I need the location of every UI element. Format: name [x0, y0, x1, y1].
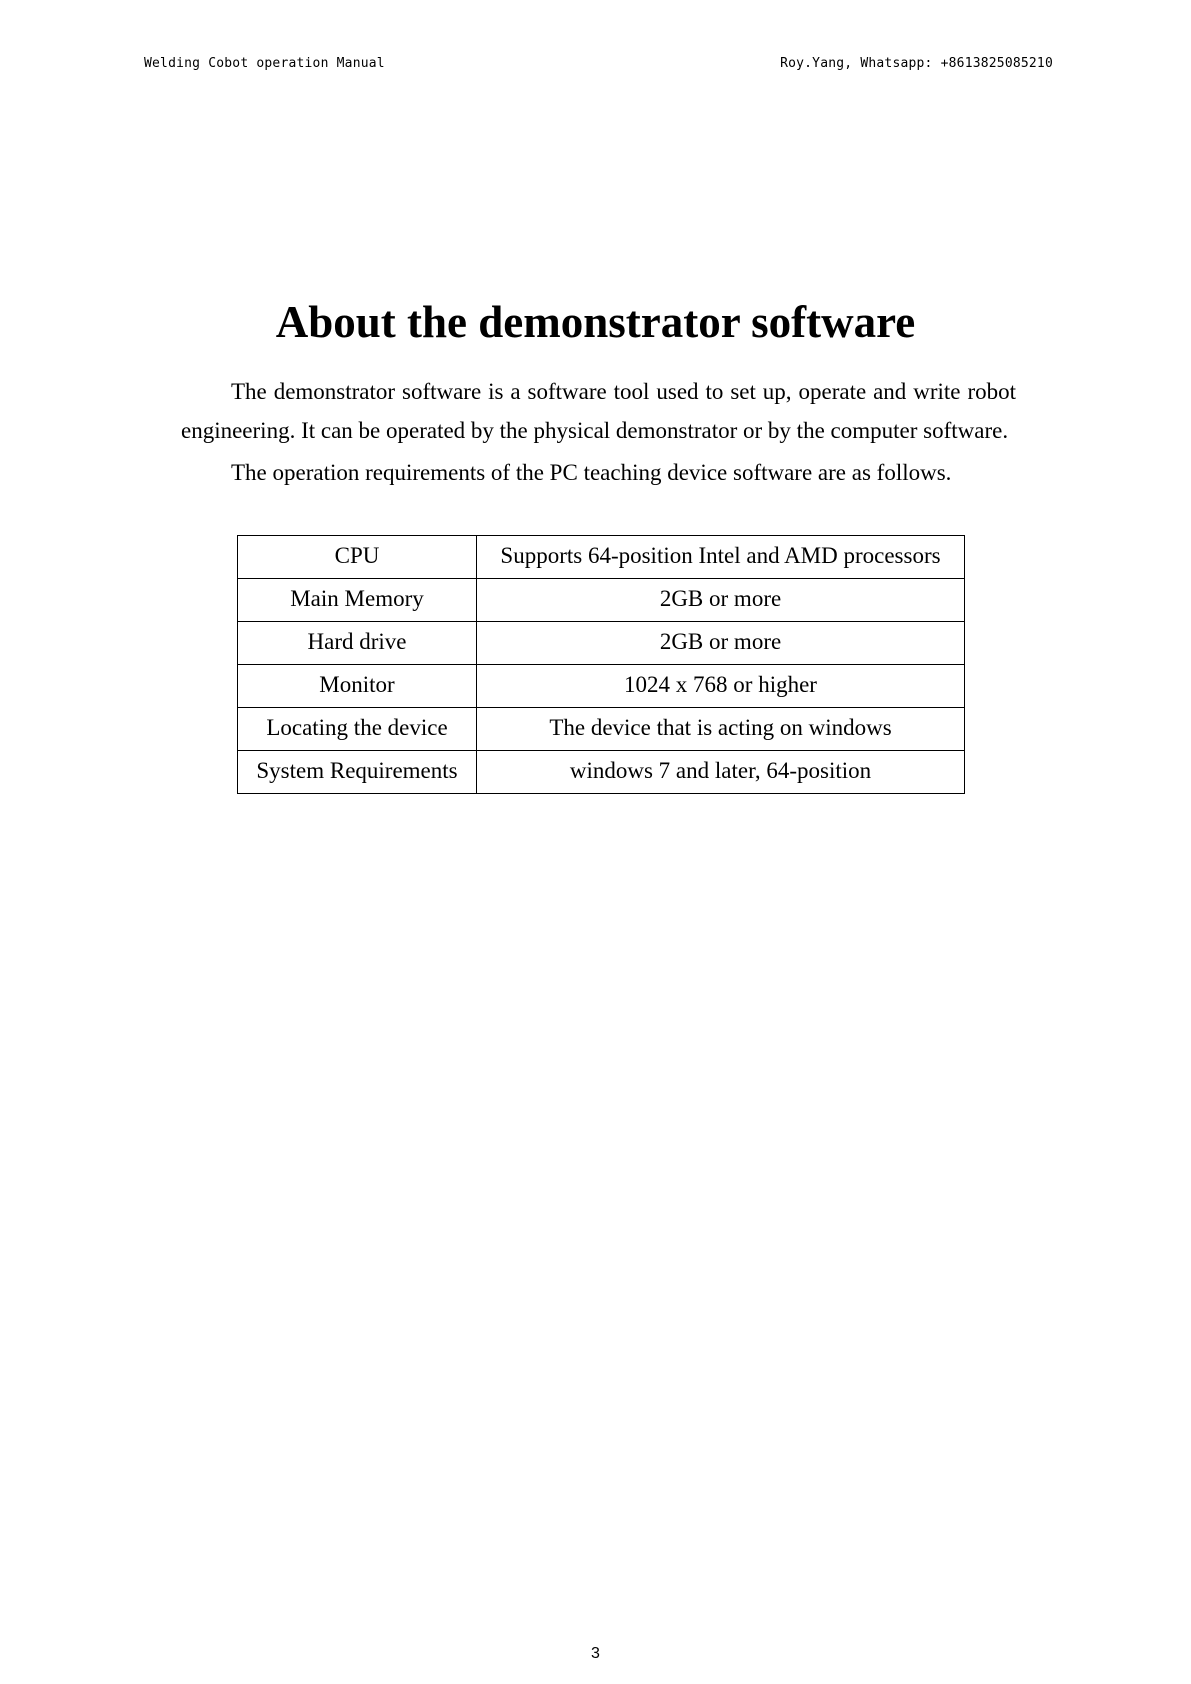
running-header	[144, 56, 1053, 71]
section-title: About the demonstrator software	[275, 297, 916, 347]
table-cell-label: Monitor	[238, 665, 477, 708]
table-cell-label: Hard drive	[238, 622, 477, 665]
table-row	[238, 622, 965, 665]
table-cell-value: 2GB or more	[477, 579, 965, 622]
table-row	[238, 708, 965, 751]
page-number: 3	[591, 1645, 600, 1662]
table-row	[238, 579, 965, 622]
table-cell-value: 1024 x 768 or higher	[477, 665, 965, 708]
table-row	[238, 751, 965, 794]
table-row	[238, 665, 965, 708]
table-cell-value: windows 7 and later, 64-position	[477, 751, 965, 794]
table-cell-value: 2GB or more	[477, 622, 965, 665]
table-cell-label: CPU	[238, 536, 477, 579]
table-cell-label: System Requirements	[238, 751, 477, 794]
table-row	[238, 536, 965, 579]
intro-paragraph: The demonstrator software is a software tool used to set up, operate and write robot engineering. It can be operated by the physical demonstrator or by the computer software.	[181, 379, 1016, 443]
requirements-intro-paragraph: The operation requirements of the PC teaching device software are as follows.	[231, 460, 952, 485]
table-cell-label: Main Memory	[238, 579, 477, 622]
body-text	[181, 373, 1016, 493]
header-document-title: Welding Cobot operation Manual	[144, 56, 385, 71]
header-contact: Roy.Yang, Whatsapp: +8613825085210	[780, 56, 1053, 71]
requirements-table	[237, 535, 965, 794]
table-cell-label: Locating the device	[238, 708, 477, 751]
table-cell-value: The device that is acting on windows	[477, 708, 965, 751]
table-cell-value: Supports 64-position Intel and AMD processors	[477, 536, 965, 579]
